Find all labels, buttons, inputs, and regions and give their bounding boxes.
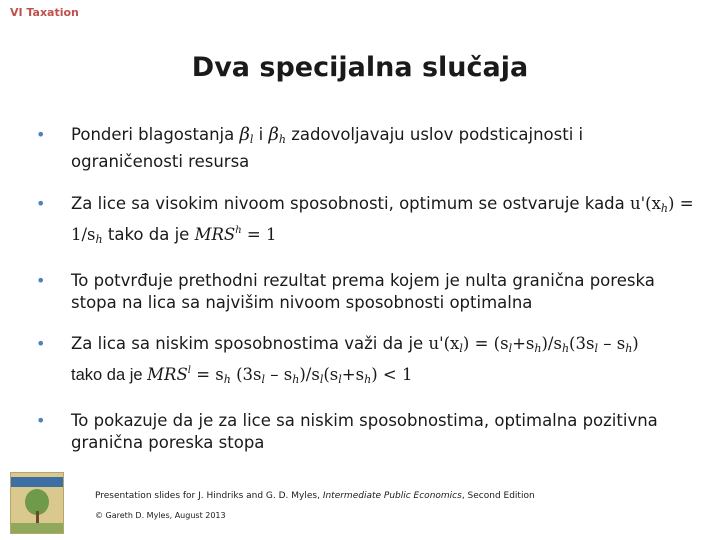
subscript: l xyxy=(261,373,266,386)
text: i xyxy=(253,125,269,144)
text: zadovoljavaju uslov podsticajnosti i ograničenosti resursa xyxy=(71,125,584,171)
formula: +s xyxy=(341,365,365,384)
subscript: l xyxy=(508,342,513,355)
subscript: l xyxy=(338,373,342,386)
formula: = 1 xyxy=(241,225,277,244)
credit-text: Presentation slides for J. Hindriks and G. D. Myles, xyxy=(95,491,323,501)
text: Za lice sa visokim nivoom sposobnosti, optimum se ostvaruje kada xyxy=(71,194,631,213)
text: tako da je xyxy=(71,366,148,384)
text: To potvrđuje prethodni rezultat prema kojem je nulta granična poreska stopa na lica sa najvišim nivoom sposobnosti optimalna xyxy=(71,271,655,312)
subscript: l xyxy=(459,342,463,355)
formula: MRS xyxy=(194,225,236,244)
subscript: h xyxy=(95,233,103,246)
formula: +s xyxy=(512,334,535,353)
subscript: h xyxy=(364,373,372,386)
book-title: Intermediate Public Economics xyxy=(322,491,462,501)
presentation-credit xyxy=(95,491,535,501)
text: To pokazuje da je za lice sa niskim sposobnostima, optimalna pozitivna granična poreska stopa xyxy=(71,411,658,452)
subscript: h xyxy=(625,342,633,355)
formula: ) = (s xyxy=(462,334,509,353)
section-label: VI Taxation xyxy=(10,6,79,19)
bullet-item xyxy=(36,333,696,391)
formula: ) xyxy=(632,334,639,353)
formula: ) < 1 xyxy=(371,365,413,384)
subscript: l xyxy=(249,133,254,146)
formula: )/s xyxy=(541,334,562,353)
bullet-dot-icon: • xyxy=(36,125,46,144)
formula: )/s xyxy=(299,365,320,384)
superscript: h xyxy=(235,225,242,236)
bullet-item xyxy=(36,193,696,251)
bullet-dot-icon: • xyxy=(36,194,46,213)
copyright: © Gareth D. Myles, August 2013 xyxy=(95,511,226,520)
subscript: h xyxy=(561,342,570,355)
subscript: h xyxy=(292,373,300,386)
cover-ground xyxy=(11,523,63,533)
subscript: l xyxy=(319,373,324,386)
bullet-list xyxy=(36,124,696,454)
beta-symbol: β xyxy=(268,124,279,145)
beta-symbol: β xyxy=(239,124,250,145)
formula: = s xyxy=(190,365,224,384)
cover-band xyxy=(11,477,63,487)
text: Ponderi blagostanja xyxy=(71,125,240,144)
bullet-item xyxy=(36,410,696,454)
formula: ) = 1/s xyxy=(71,194,694,244)
book-cover-image xyxy=(10,472,64,534)
formula: – s xyxy=(265,365,293,384)
slide-title: Dva specijalna slučaja xyxy=(191,52,529,83)
formula: u'(x xyxy=(630,194,661,213)
text: Za lica sa niskim sposobnostima važi da je xyxy=(71,334,429,353)
subscript: l xyxy=(594,342,598,355)
formula: (s xyxy=(323,365,339,384)
subscript: h xyxy=(534,342,542,355)
formula: – s xyxy=(597,334,626,353)
bullet-item xyxy=(36,270,696,314)
subscript: h xyxy=(278,133,286,146)
bullet-dot-icon: • xyxy=(36,334,46,353)
bullet-item xyxy=(36,124,696,173)
superscript: l xyxy=(187,365,191,376)
bullet-dot-icon: • xyxy=(36,271,46,290)
subscript: h xyxy=(223,373,231,386)
text: tako da je xyxy=(102,225,195,244)
formula: (3s xyxy=(569,334,595,353)
subscript: h xyxy=(660,202,669,215)
formula: (3s xyxy=(230,365,262,384)
bullet-dot-icon: • xyxy=(36,411,46,430)
formula: MRS xyxy=(147,365,188,384)
formula: u'(x xyxy=(428,334,460,353)
credit-edition: , Second Edition xyxy=(461,491,535,501)
